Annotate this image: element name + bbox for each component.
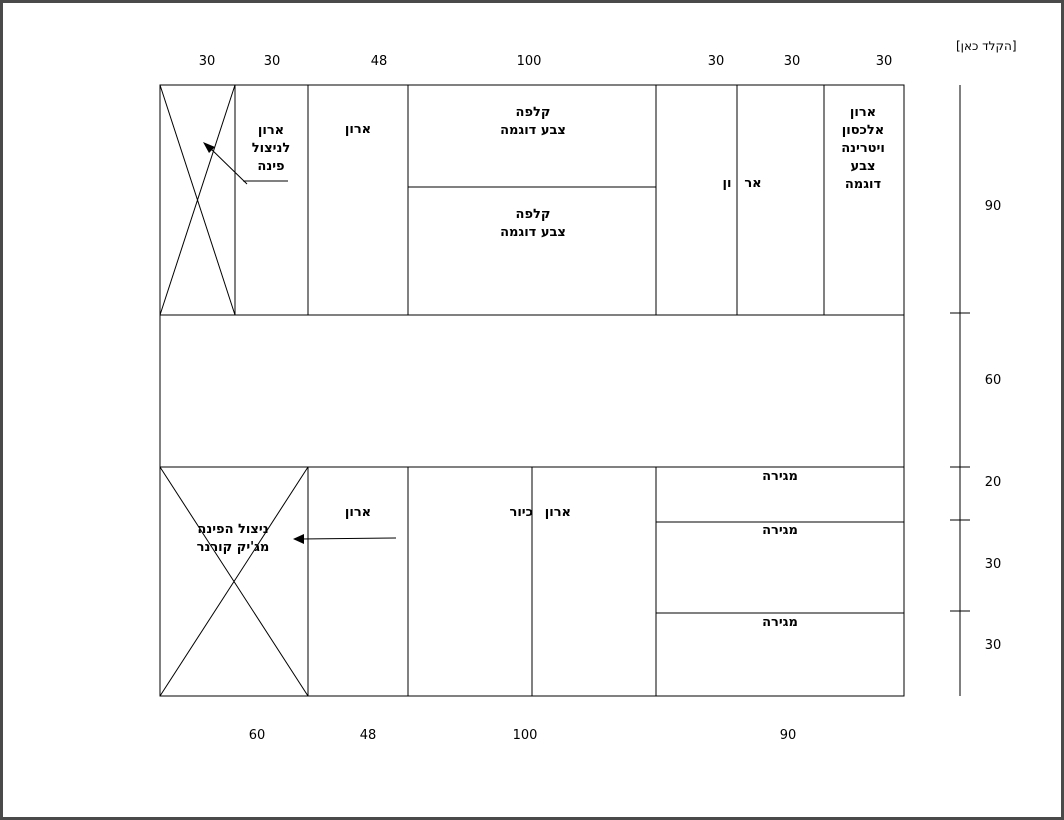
top-dim-2: 30 bbox=[263, 54, 281, 69]
bottom-dim-3: 100 bbox=[512, 728, 538, 743]
top-dim-4: 100 bbox=[516, 54, 542, 69]
upper-corner-cabinet-label: ארון לניצול פינה bbox=[251, 123, 291, 174]
sink-label: כיור bbox=[509, 505, 533, 520]
right-dim-4: 30 bbox=[984, 557, 1002, 572]
lower-cabinet-label: ארון bbox=[544, 505, 571, 520]
upper-split-cabinet-right-part: ון bbox=[722, 176, 732, 191]
lower-arrow-shaft bbox=[301, 538, 396, 539]
right-dim-1: 90 bbox=[984, 199, 1002, 214]
upper-vitrine-cabinet-label: ארון אלכסון ויטרינה צבע דוגמה bbox=[841, 105, 885, 192]
drawer-1-label: מגירה bbox=[762, 469, 798, 484]
drawer-2-label: מגירה bbox=[762, 523, 798, 538]
lower-arrow-head bbox=[293, 534, 304, 544]
lower-corner-label: ניצול הפינה מג'יק קורנר bbox=[196, 522, 270, 555]
counter-gap-band bbox=[160, 315, 904, 467]
lower-cabinet-48-label: ארון bbox=[344, 505, 372, 520]
type-here-placeholder[interactable]: [הקלד כאן] bbox=[956, 39, 1017, 53]
upper-flap-top-label: קלפה צבע דוגמה bbox=[500, 105, 566, 138]
bottom-dim-2: 48 bbox=[359, 728, 377, 743]
drawer-3-label: מגירה bbox=[762, 615, 798, 630]
top-dim-3: 48 bbox=[370, 54, 388, 69]
top-dim-6: 30 bbox=[783, 54, 801, 69]
upper-flap-bottom-label: קלפה צבע דוגמה bbox=[500, 207, 566, 240]
top-dim-5: 30 bbox=[707, 54, 725, 69]
top-dim-7: 30 bbox=[875, 54, 893, 69]
bottom-dim-1: 60 bbox=[248, 728, 266, 743]
upper-cabinet-48-label: ארון bbox=[344, 122, 372, 137]
document-page bbox=[3, 3, 1061, 817]
top-dim-1: 30 bbox=[198, 54, 216, 69]
right-dim-5: 30 bbox=[984, 638, 1002, 653]
right-dim-2: 60 bbox=[984, 373, 1002, 388]
right-dim-3: 20 bbox=[984, 475, 1002, 490]
bottom-dim-4: 90 bbox=[779, 728, 797, 743]
upper-split-cabinet-left-part: אר bbox=[744, 176, 762, 191]
